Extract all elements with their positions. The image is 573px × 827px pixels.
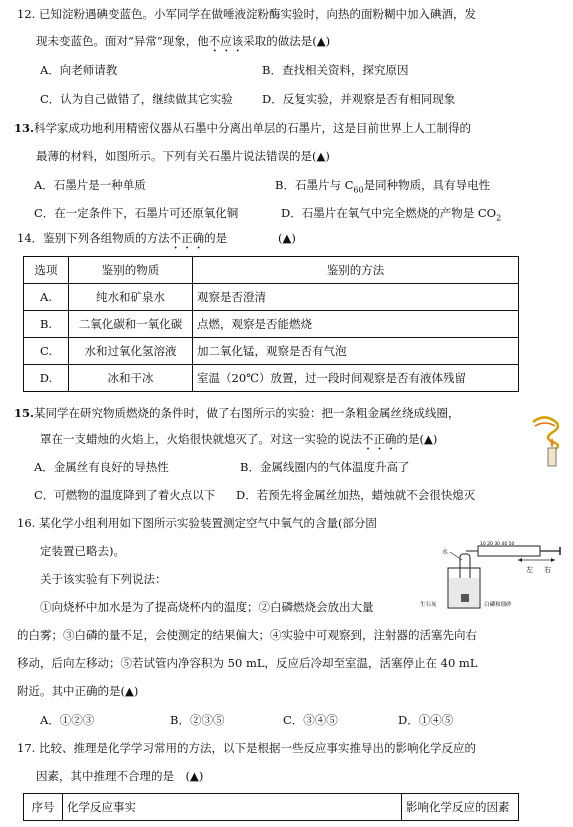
q12-option-a: A．向老师请教	[40, 63, 118, 77]
q13-option-c: C．在一定条件下，石墨片可还原氧化铜	[34, 206, 239, 220]
table-cell: 点燃，观察是否能燃烧	[193, 311, 519, 338]
q14-answer-mark: (▲)	[278, 231, 296, 245]
q17-stem-line1: 17. 比较、推理是化学学习常用的方法，以下是根据一些反应事实推导出的影响化学反应的	[17, 741, 476, 755]
q14-stem: 14．鉴别下列各组物质的方法不正确的是	[17, 231, 228, 245]
table-header-cell: 影响化学反应的因素	[402, 794, 519, 821]
q12-stem-line1: 12. 已知淀粉遇碘变蓝色。小军同学在做唾液淀粉酶实验时，向热的面粉糊中加入碘酒，发	[17, 7, 476, 21]
table-cell: A.	[24, 284, 69, 311]
table-cell: B.	[24, 311, 69, 338]
table-header-cell: 鉴别的物质	[69, 257, 193, 284]
table-cell: 二氧化碳和一氧化碳	[69, 311, 193, 338]
syringe-scale: 10 20 30 40 50	[480, 542, 515, 547]
q12-stem-line2: 现未变蓝色。面对“异常”现象，他不应该采取的做法是(▲)	[36, 34, 331, 48]
q13-stem-line2: 最薄的材料，如图所示。下列有关石墨片说法错误的是(▲)	[36, 149, 330, 163]
q16-option-a: A．①②③	[40, 713, 95, 727]
table-cell: 加二氧化锰，观察是否有气泡	[193, 338, 519, 365]
table-row	[24, 311, 519, 338]
q12-option-b: B．查找相关资料，探究原因	[262, 63, 409, 77]
table-cell: C.	[24, 338, 69, 365]
right-label: 右	[544, 566, 551, 574]
table-header-cell: 化学反应事实	[63, 794, 402, 821]
table-cell: 室温（20℃）放置，过一段时间观察是否有液体残留	[193, 365, 519, 392]
candle-coil-figure	[531, 412, 565, 470]
table-cell: 纯水和矿泉水	[69, 284, 193, 311]
q15-stem-line1: 15.某同学在研究物质燃烧的条件时，做了右图所示的实验：把一条粗金属丝绕成线圈，	[14, 406, 460, 420]
q12-option-c: C．认为自己做错了，继续做其它实验	[40, 92, 233, 106]
table-row	[24, 284, 519, 311]
table-header-row	[24, 794, 519, 821]
table-header-cell: 选项	[24, 257, 69, 284]
q16-body-line3: 移动，后向左移动；⑤若试管内净容积为 50 mL，反应后冷却至室温，活塞停止在 40 mL	[17, 656, 478, 670]
table-row	[24, 338, 519, 365]
table-header-cell: 序号	[24, 794, 63, 821]
q16-stem-line1: 16. 某化学小组利用如下图所示实验装置测定空气中氧气的含量(部分固	[17, 516, 377, 530]
table-cell: 观察是否澄清	[193, 284, 519, 311]
q16-option-d: D．①④⑤	[398, 713, 454, 727]
apparatus-figure	[420, 538, 565, 613]
q16-body-line4: 附近。其中正确的是(▲)	[17, 684, 139, 698]
q13-stem-line1: 13.科学家成功地利用精密仪器从石墨中分离出单层的石墨片，这是目前世界上人工制得的	[14, 121, 472, 135]
q17-table	[23, 793, 519, 821]
q15-stem-line2: 罩在一支蜡烛的火焰上，火焰很快就熄灭了。对这一实验的说法不正确的是(▲)	[40, 432, 438, 446]
q13-option-b: B．石墨片与 $C_{60}$是同种物质，具有导电性	[275, 178, 491, 195]
q16-option-b: B．②③⑤	[170, 713, 225, 727]
q17-stem-line2: 因素，其中推理不合理的是 (▲)	[36, 769, 204, 783]
q16-body-line1: ①向烧杯中加水是为了提高烧杯内的温度；②白磷燃烧会放出大量	[40, 600, 374, 614]
q16-option-c: C．③④⑤	[283, 713, 338, 727]
table-cell: D.	[24, 365, 69, 392]
table-header-cell: 鉴别的方法	[193, 257, 519, 284]
q14-table	[23, 256, 519, 392]
q13-option-a: A．石墨片是一种单质	[34, 178, 146, 192]
q16-stem-line3: 关于该实验有下列说法：	[40, 572, 167, 586]
table-cell: 水和过氧化氢溶液	[69, 338, 193, 365]
table-header-row	[24, 257, 519, 284]
table-cell: 冰和干冰	[69, 365, 193, 392]
table-row	[24, 365, 519, 392]
phosphorus-label: 白磷和细砂	[484, 602, 512, 608]
q15-option-d: D．若预先将金属丝加热，蜡烛就不会很快熄灭	[236, 488, 476, 502]
q15-option-b: B．金属线圈内的气体温度升高了	[240, 460, 410, 474]
q16-body-line2: 的白雾；③白磷的量不足，会使测定的结果偏大；④实验中可观察到，注射器的活塞先向右	[17, 628, 477, 642]
q15-option-c: C．可燃物的温度降到了着火点以下	[34, 488, 216, 502]
q15-option-a: A．金属丝有良好的导热性	[34, 460, 169, 474]
q16-stem-line2: 定装置已略去)。	[40, 544, 125, 558]
water-label: 水	[442, 549, 449, 556]
q12-option-d: D．反复实验，并观察是否有相同现象	[262, 92, 456, 106]
q13-option-d: D．石墨片在氧气中完全燃烧的产物是 $CO_2$	[281, 206, 502, 223]
quicklime-label: 生石灰	[420, 602, 437, 608]
left-label: 左	[526, 566, 533, 574]
